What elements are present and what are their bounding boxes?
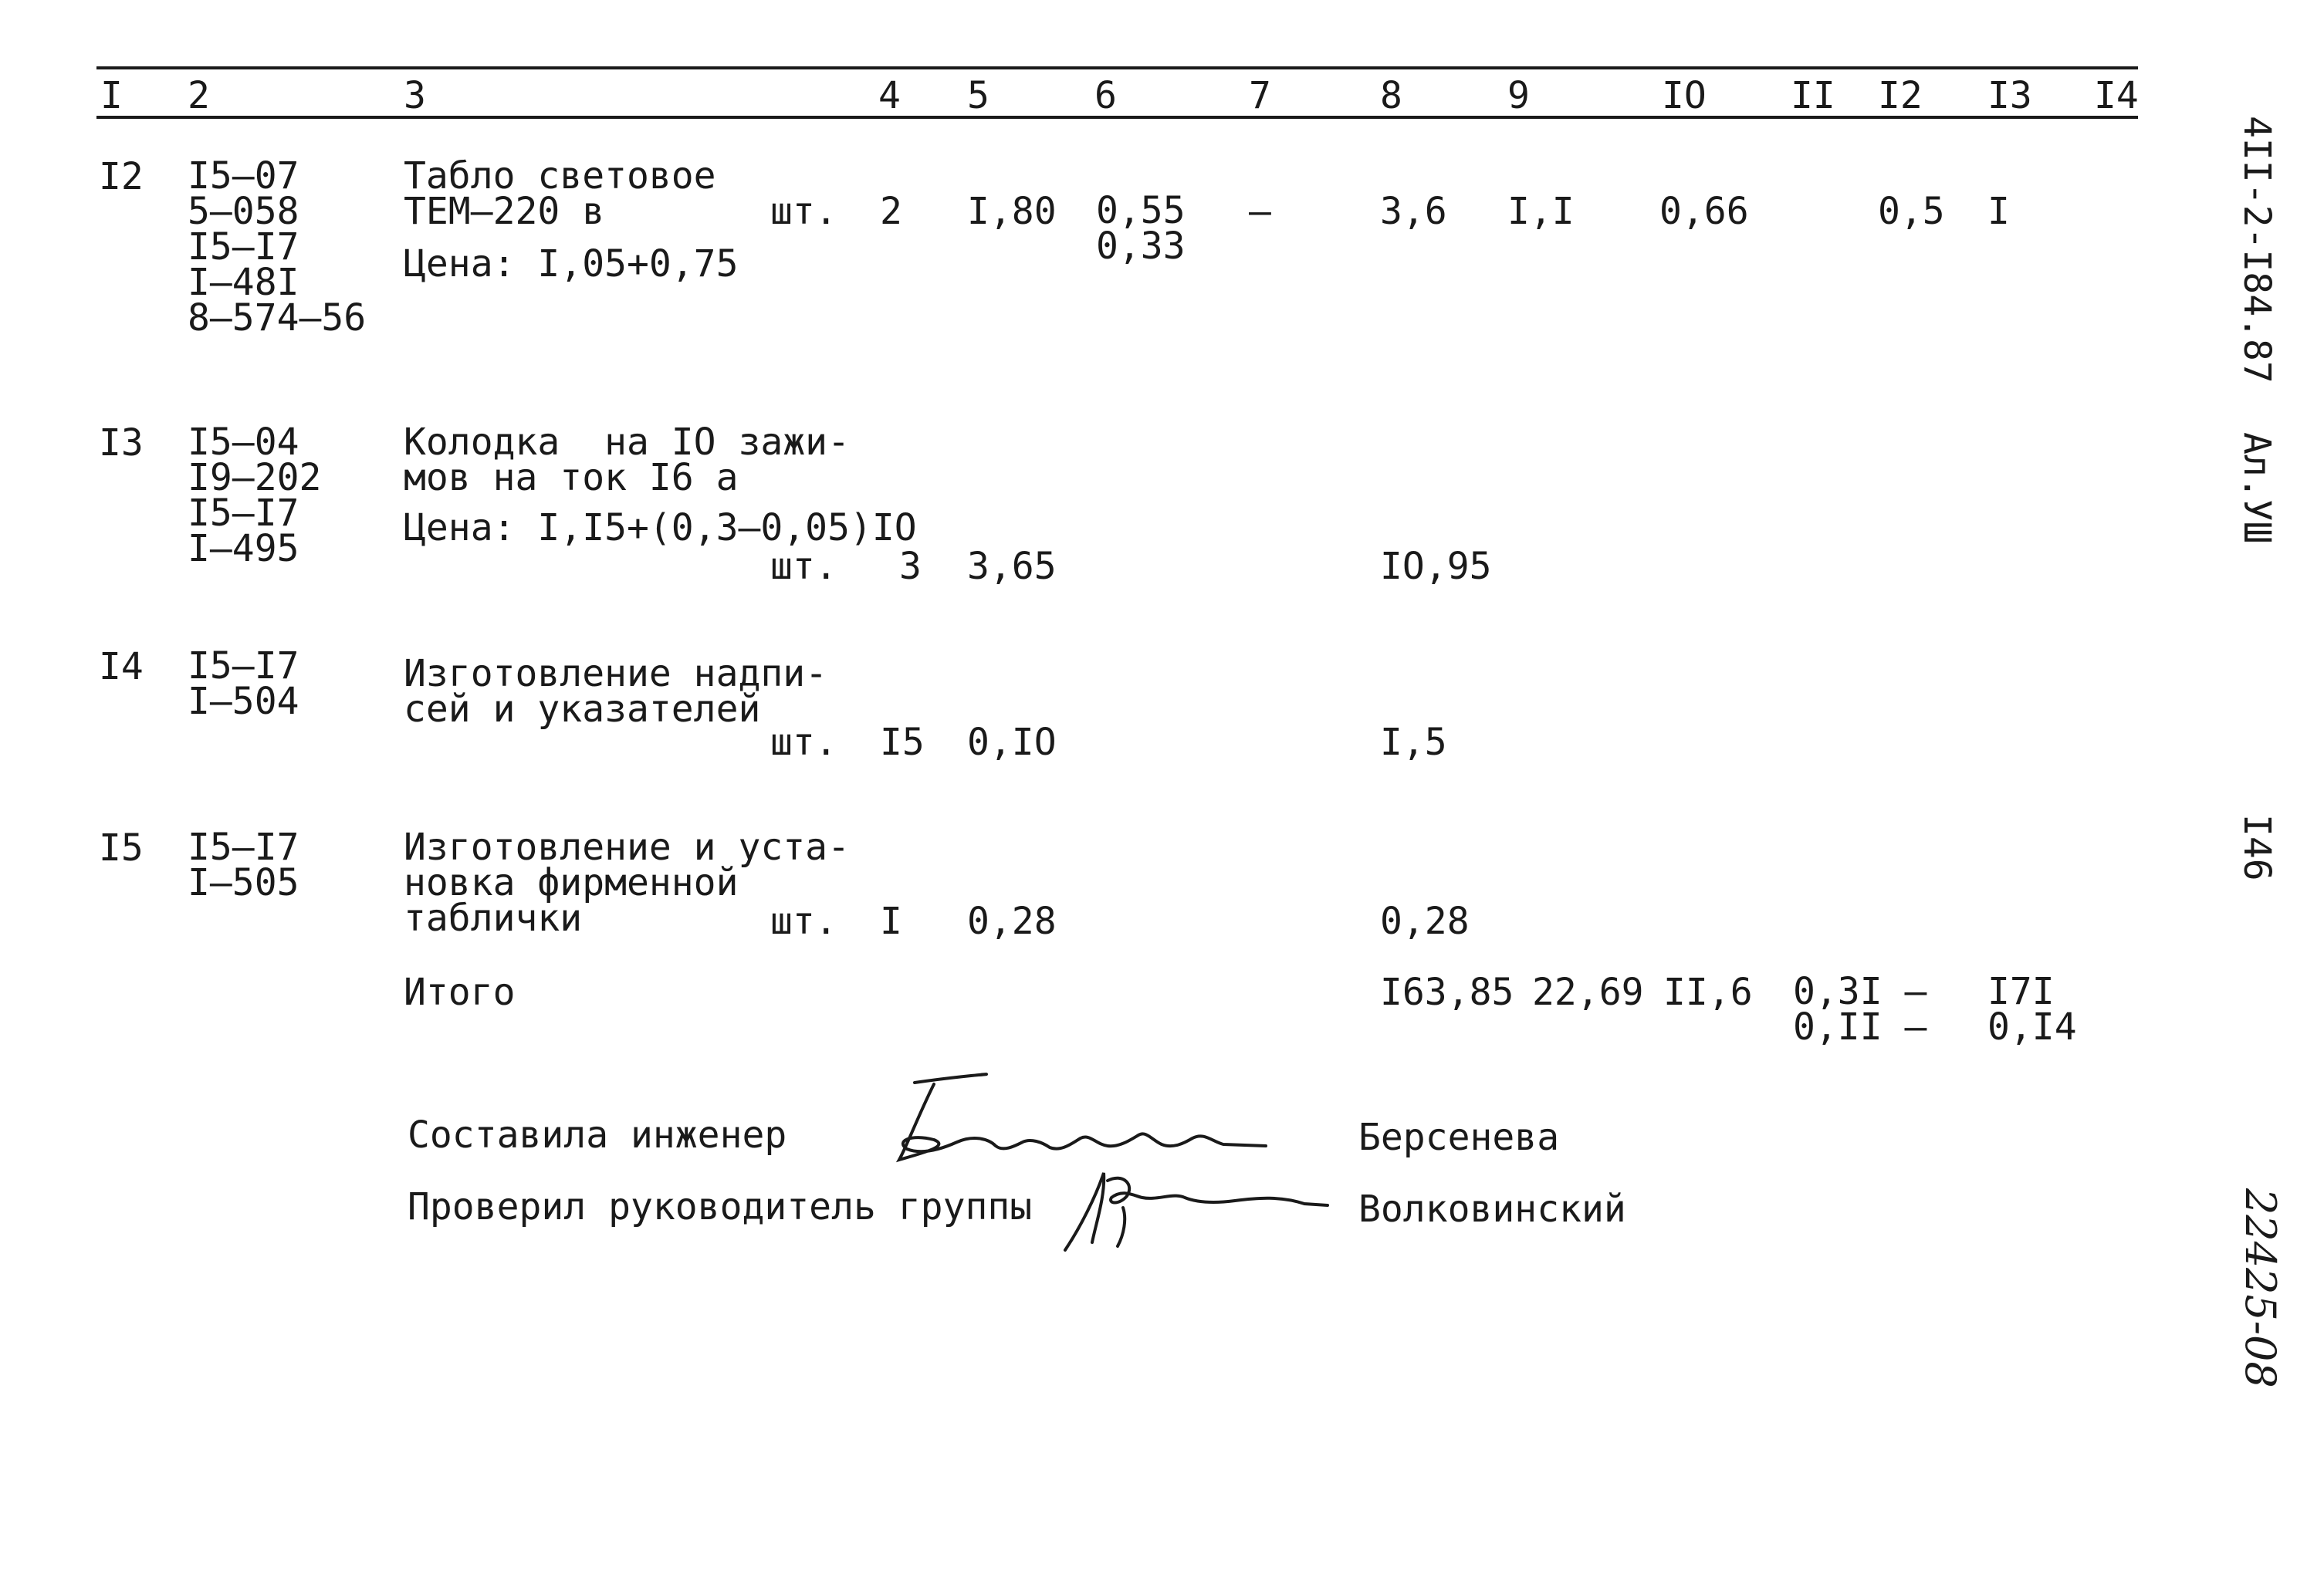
totals-col10: II,6 bbox=[1663, 971, 1753, 1014]
row-number: I2 bbox=[99, 155, 144, 198]
compiled-by-label: Составила инженер bbox=[408, 1113, 787, 1157]
margin-album: Ал.УШ bbox=[2235, 432, 2278, 544]
row-codes: I5–07 5–058 I5–I7 I–48I 8–574–56 bbox=[188, 154, 367, 340]
row-unit: шт. bbox=[770, 900, 837, 943]
row-col5: I,80 bbox=[967, 190, 1057, 233]
row-col8: IO,95 bbox=[1380, 545, 1492, 588]
checked-signature bbox=[1050, 1150, 1343, 1258]
row-price: Цена: I,I5+(0,3–0,05)IO bbox=[404, 506, 917, 549]
column-header: I3 bbox=[1987, 74, 2032, 117]
row-codes: I5–I7 I–504 bbox=[188, 644, 299, 723]
column-header: IO bbox=[1662, 74, 1707, 117]
row-unit: шт. bbox=[770, 190, 837, 233]
header-top-rule bbox=[96, 66, 2138, 69]
column-header: I2 bbox=[1878, 74, 1923, 117]
totals-col13: I7I 0,I4 bbox=[1987, 970, 2077, 1049]
row-description: Табло световое TEM–220 в bbox=[404, 154, 716, 233]
compiled-by-name: Берсенева bbox=[1358, 1116, 1560, 1159]
column-header: I4 bbox=[2094, 74, 2139, 117]
row-unit: шт. bbox=[770, 545, 837, 588]
column-header: 8 bbox=[1380, 74, 1402, 117]
row-col5: 0,28 bbox=[967, 900, 1057, 943]
row-col5: 3,65 bbox=[967, 545, 1057, 588]
column-header: 5 bbox=[967, 74, 989, 117]
column-header: 7 bbox=[1249, 74, 1271, 117]
row-col13: I bbox=[1987, 190, 2010, 233]
row-description: Колодка на IO зажи- мов на ток I6 а bbox=[404, 421, 850, 499]
totals-col8: I63,85 bbox=[1380, 971, 1514, 1014]
row-qty: 3 bbox=[899, 545, 922, 588]
row-number: I5 bbox=[99, 826, 144, 870]
row-col6: 0,55 0,33 bbox=[1096, 189, 1186, 268]
row-description: Изготовление надпи- сей и указателей bbox=[404, 652, 828, 731]
totals-label: Итого bbox=[404, 971, 516, 1014]
column-header: 6 bbox=[1094, 74, 1117, 117]
column-header: 9 bbox=[1507, 74, 1530, 117]
row-price: Цена: I,05+0,75 bbox=[404, 242, 739, 286]
totals-col11: 0,3I – 0,II – bbox=[1793, 970, 1927, 1049]
totals-col9: 22,69 bbox=[1532, 971, 1644, 1014]
row-qty: I bbox=[880, 900, 902, 943]
column-header: II bbox=[1791, 74, 1835, 117]
row-number: I4 bbox=[99, 645, 144, 688]
row-col10: 0,66 bbox=[1659, 190, 1749, 233]
column-header: I bbox=[100, 74, 123, 117]
row-codes: I5–04 I9–202 I5–I7 I–495 bbox=[188, 421, 322, 570]
row-col8: 3,6 bbox=[1380, 190, 1447, 233]
row-col7: – bbox=[1249, 190, 1271, 233]
column-header: 4 bbox=[878, 74, 901, 117]
column-header: 2 bbox=[188, 74, 210, 117]
row-col9: I,I bbox=[1507, 190, 1575, 233]
margin-page-number: I46 bbox=[2235, 814, 2278, 881]
row-codes: I5–I7 I–505 bbox=[188, 826, 299, 904]
row-col5: 0,IO bbox=[967, 721, 1057, 764]
row-number: I3 bbox=[99, 421, 144, 465]
row-col8: 0,28 bbox=[1380, 900, 1470, 943]
margin-doc-code: 4II-2-I84.87 bbox=[2235, 116, 2278, 384]
row-col12: 0,5 bbox=[1878, 190, 1945, 233]
row-qty: 2 bbox=[880, 190, 902, 233]
margin-inventory-number: 22425-08 bbox=[2236, 1188, 2285, 1388]
row-unit: шт. bbox=[770, 721, 837, 764]
checked-by-name: Волковинский bbox=[1358, 1188, 1626, 1231]
checked-by-label: Проверил руководитель группы bbox=[408, 1185, 1033, 1228]
row-qty: I5 bbox=[880, 721, 925, 764]
column-header: 3 bbox=[404, 74, 426, 117]
row-description: Изготовление и уста- новка фирменной таблички bbox=[404, 826, 850, 940]
row-col8: I,5 bbox=[1380, 721, 1447, 764]
